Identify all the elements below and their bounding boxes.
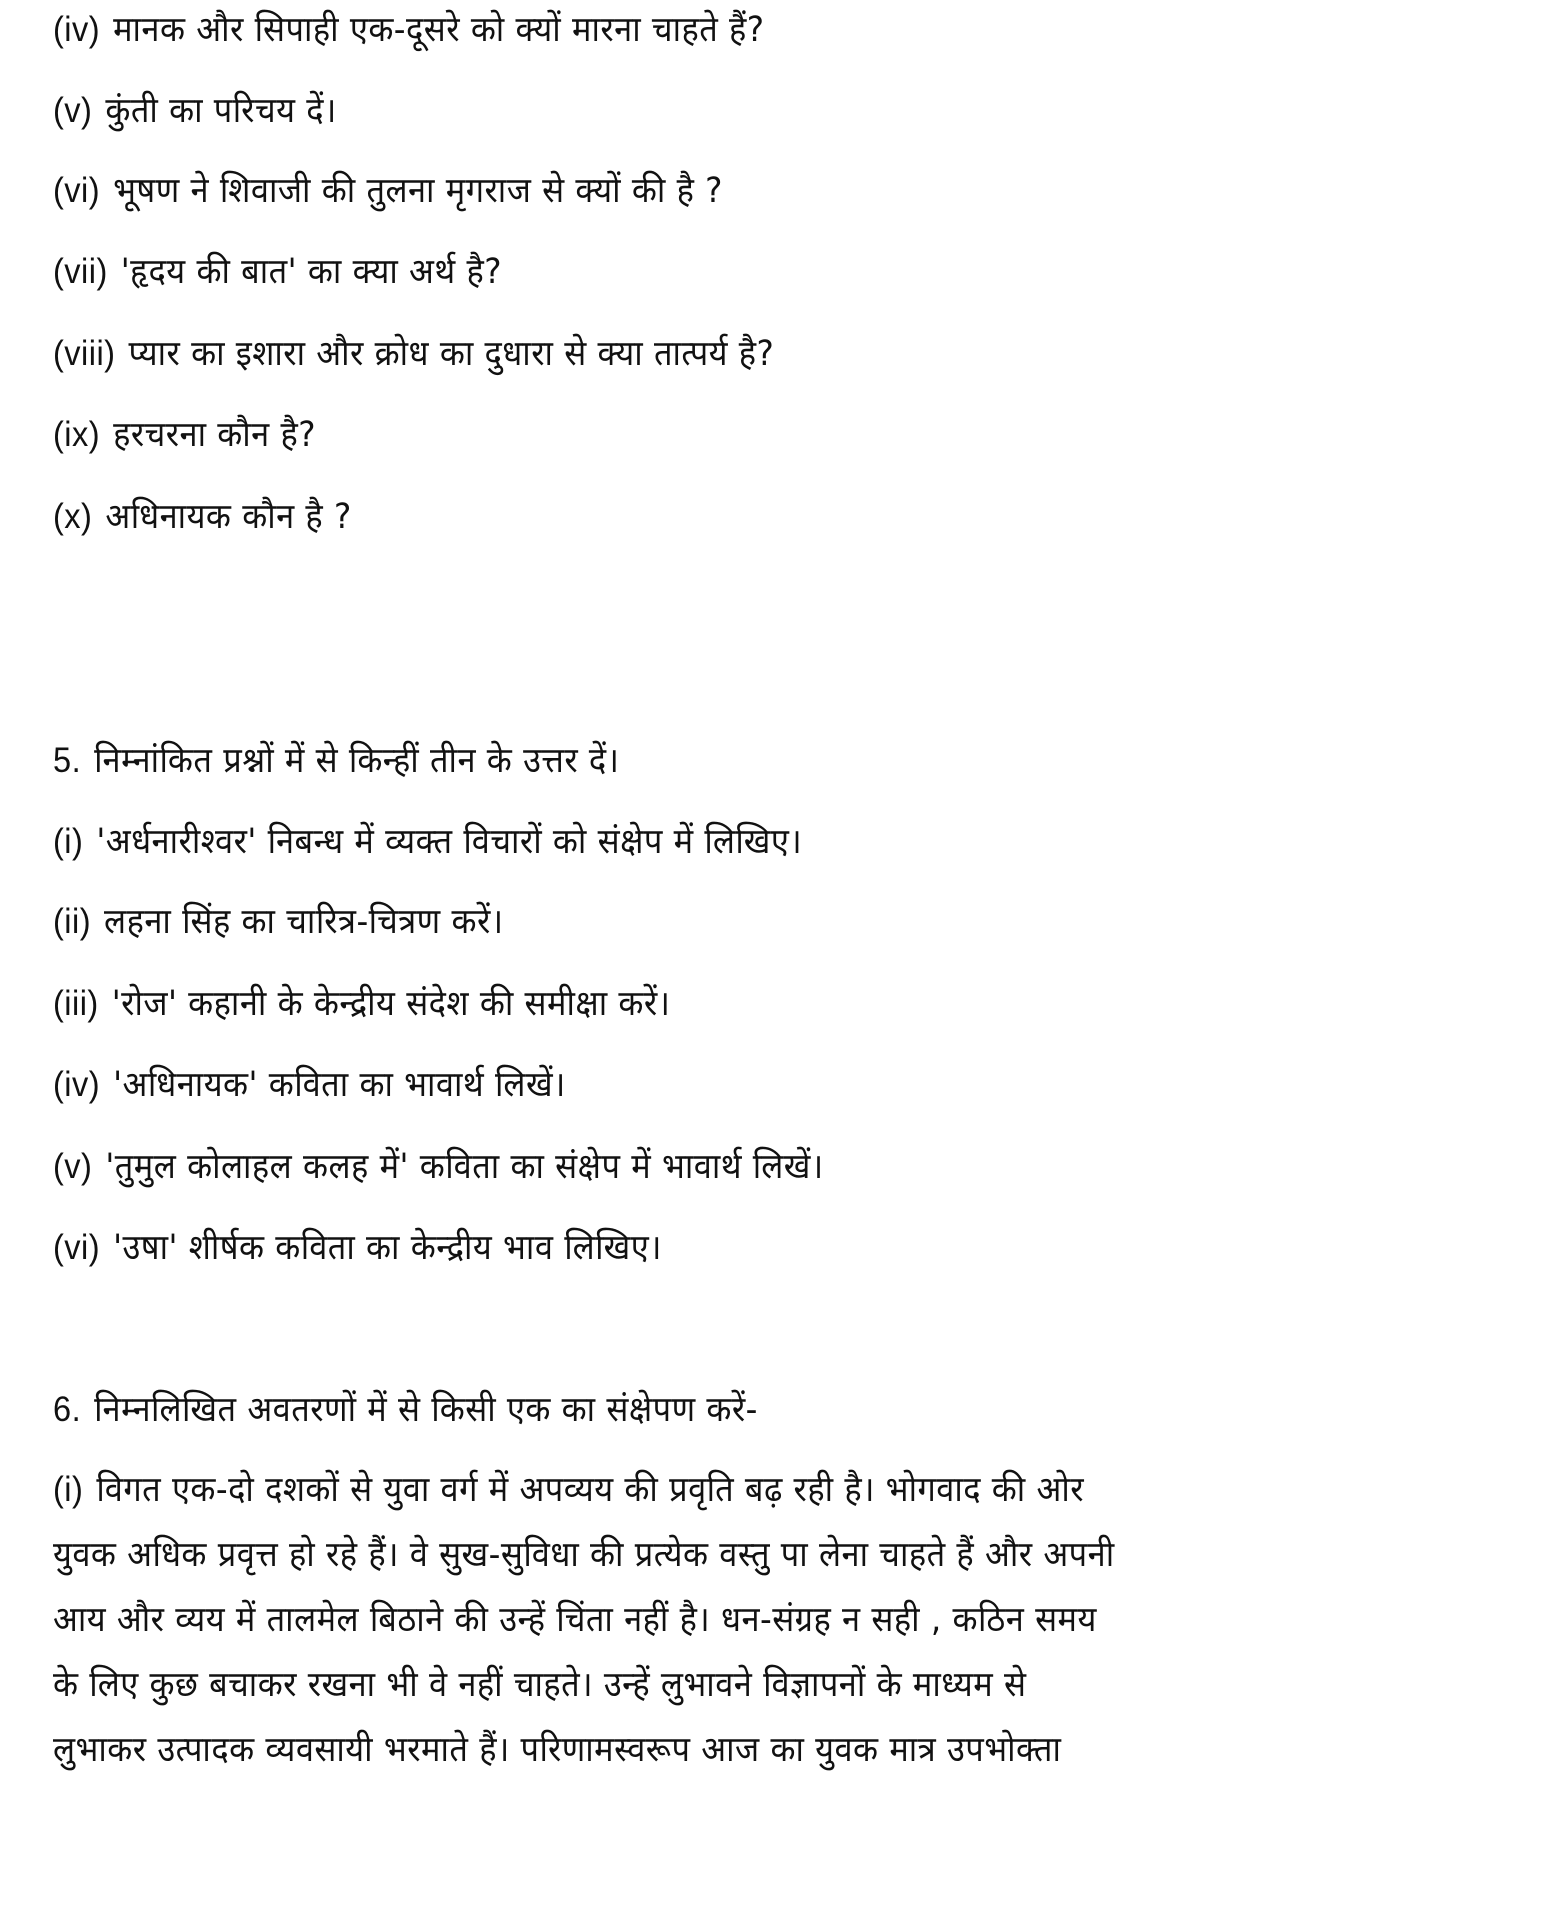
question-text: प्यार का इशारा और क्रोध का दुधारा से क्या तात्पर्य है?: [128, 334, 775, 374]
question-item: [53, 248, 502, 296]
question-text: 'तुमुल कोलाहल कलह में' कविता का संक्षेप में भावार्थ लिखें।: [105, 1147, 824, 1187]
passage-line: आय और व्यय में तालमेल बिठाने की उन्हें चिंता नहीं है। धन-संग्रह न सही , कठिन समय: [53, 1600, 1097, 1640]
passage-number: (i): [53, 1470, 84, 1509]
passage-line-text: विगत एक-दो दशकों से युवा वर्ग में अपव्यय की प्रवृति बढ़ रही है। भोगवाद की ओर: [96, 1470, 1085, 1510]
question-text: भूषण ने शिवाजी की तुलना मृगराज से क्यों की है ?: [113, 171, 723, 211]
question-item: [53, 818, 802, 866]
question-text: हरचरना कौन है?: [113, 415, 317, 455]
passage-line: [53, 1457, 1439, 1523]
question-item: [53, 6, 765, 54]
question-text: 'हृदय की बात' का क्या अर्थ है?: [120, 252, 502, 292]
question-text: 'रोज' कहानी के केन्द्रीय संदेश की समीक्षा करें।: [111, 984, 671, 1024]
question-number: (iv): [53, 1065, 101, 1104]
question-item: [53, 898, 504, 946]
question-item: [53, 411, 316, 459]
question-item: [53, 980, 670, 1028]
question-number: (vii): [53, 252, 108, 291]
question-number: (ii): [53, 902, 92, 941]
passage-line: के लिए कुछ बचाकर रखना भी वे नहीं चाहते। उन्हें लुभावने विज्ञापनों के माध्यम से: [53, 1665, 1027, 1705]
question-item: [53, 330, 774, 378]
question-text: 'अधिनायक' कविता का भावार्थ लिखें।: [113, 1065, 566, 1105]
section-instruction: निम्नांकित प्रश्नों में से किन्हीं तीन के उत्तर दें।: [94, 741, 620, 781]
section-heading: [53, 1386, 758, 1434]
passage: [53, 1457, 1543, 1783]
question-item: [53, 87, 337, 135]
question-text: अधिनायक कौन है ?: [105, 497, 352, 537]
question-item: [53, 1224, 662, 1272]
section-instruction: निम्नलिखित अवतरणों में से किसी एक का संक्षेपण करें-: [94, 1390, 758, 1430]
section-number: 6.: [53, 1390, 82, 1429]
question-text: 'उषा' शीर्षक कविता का केन्द्रीय भाव लिखिए।: [113, 1228, 662, 1268]
section-number: 5.: [53, 741, 82, 780]
question-number: (v): [53, 1147, 93, 1186]
passage-line: युवक अधिक प्रवृत्त हो रहे हैं। वे सुख-सुविधा की प्रत्येक वस्तु पा लेना चाहते हैं और अपनी: [53, 1535, 1115, 1575]
question-item: [53, 167, 723, 215]
question-text: कुंती का परिचय दें।: [105, 91, 337, 131]
question-text: 'अर्धनारीश्वर' निबन्ध में व्यक्त विचारों को संक्षेप में लिखिए।: [96, 822, 803, 862]
question-text: लहना सिंह का चारित्र-चित्रण करें।: [104, 902, 504, 942]
question-number: (viii): [53, 334, 116, 373]
question-number: (i): [53, 822, 84, 861]
question-item: [53, 1061, 566, 1109]
section-heading: [53, 737, 619, 785]
question-number: (vi): [53, 171, 101, 210]
question-number: (x): [53, 497, 93, 536]
question-item: [53, 493, 352, 541]
question-text: मानक और सिपाही एक-दूसरे को क्यों मारना चाहते हैं?: [113, 10, 765, 50]
question-number: (iii): [53, 984, 99, 1023]
question-item: [53, 1143, 824, 1191]
question-number: (vi): [53, 1228, 101, 1267]
question-number: (ix): [53, 415, 101, 454]
question-number: (iv): [53, 10, 101, 49]
question-number: (v): [53, 91, 93, 130]
passage-line: लुभाकर उत्पादक व्यवसायी भरमाते हैं। परिणामस्वरूप आज का युवक मात्र उपभोक्ता: [53, 1730, 1062, 1770]
